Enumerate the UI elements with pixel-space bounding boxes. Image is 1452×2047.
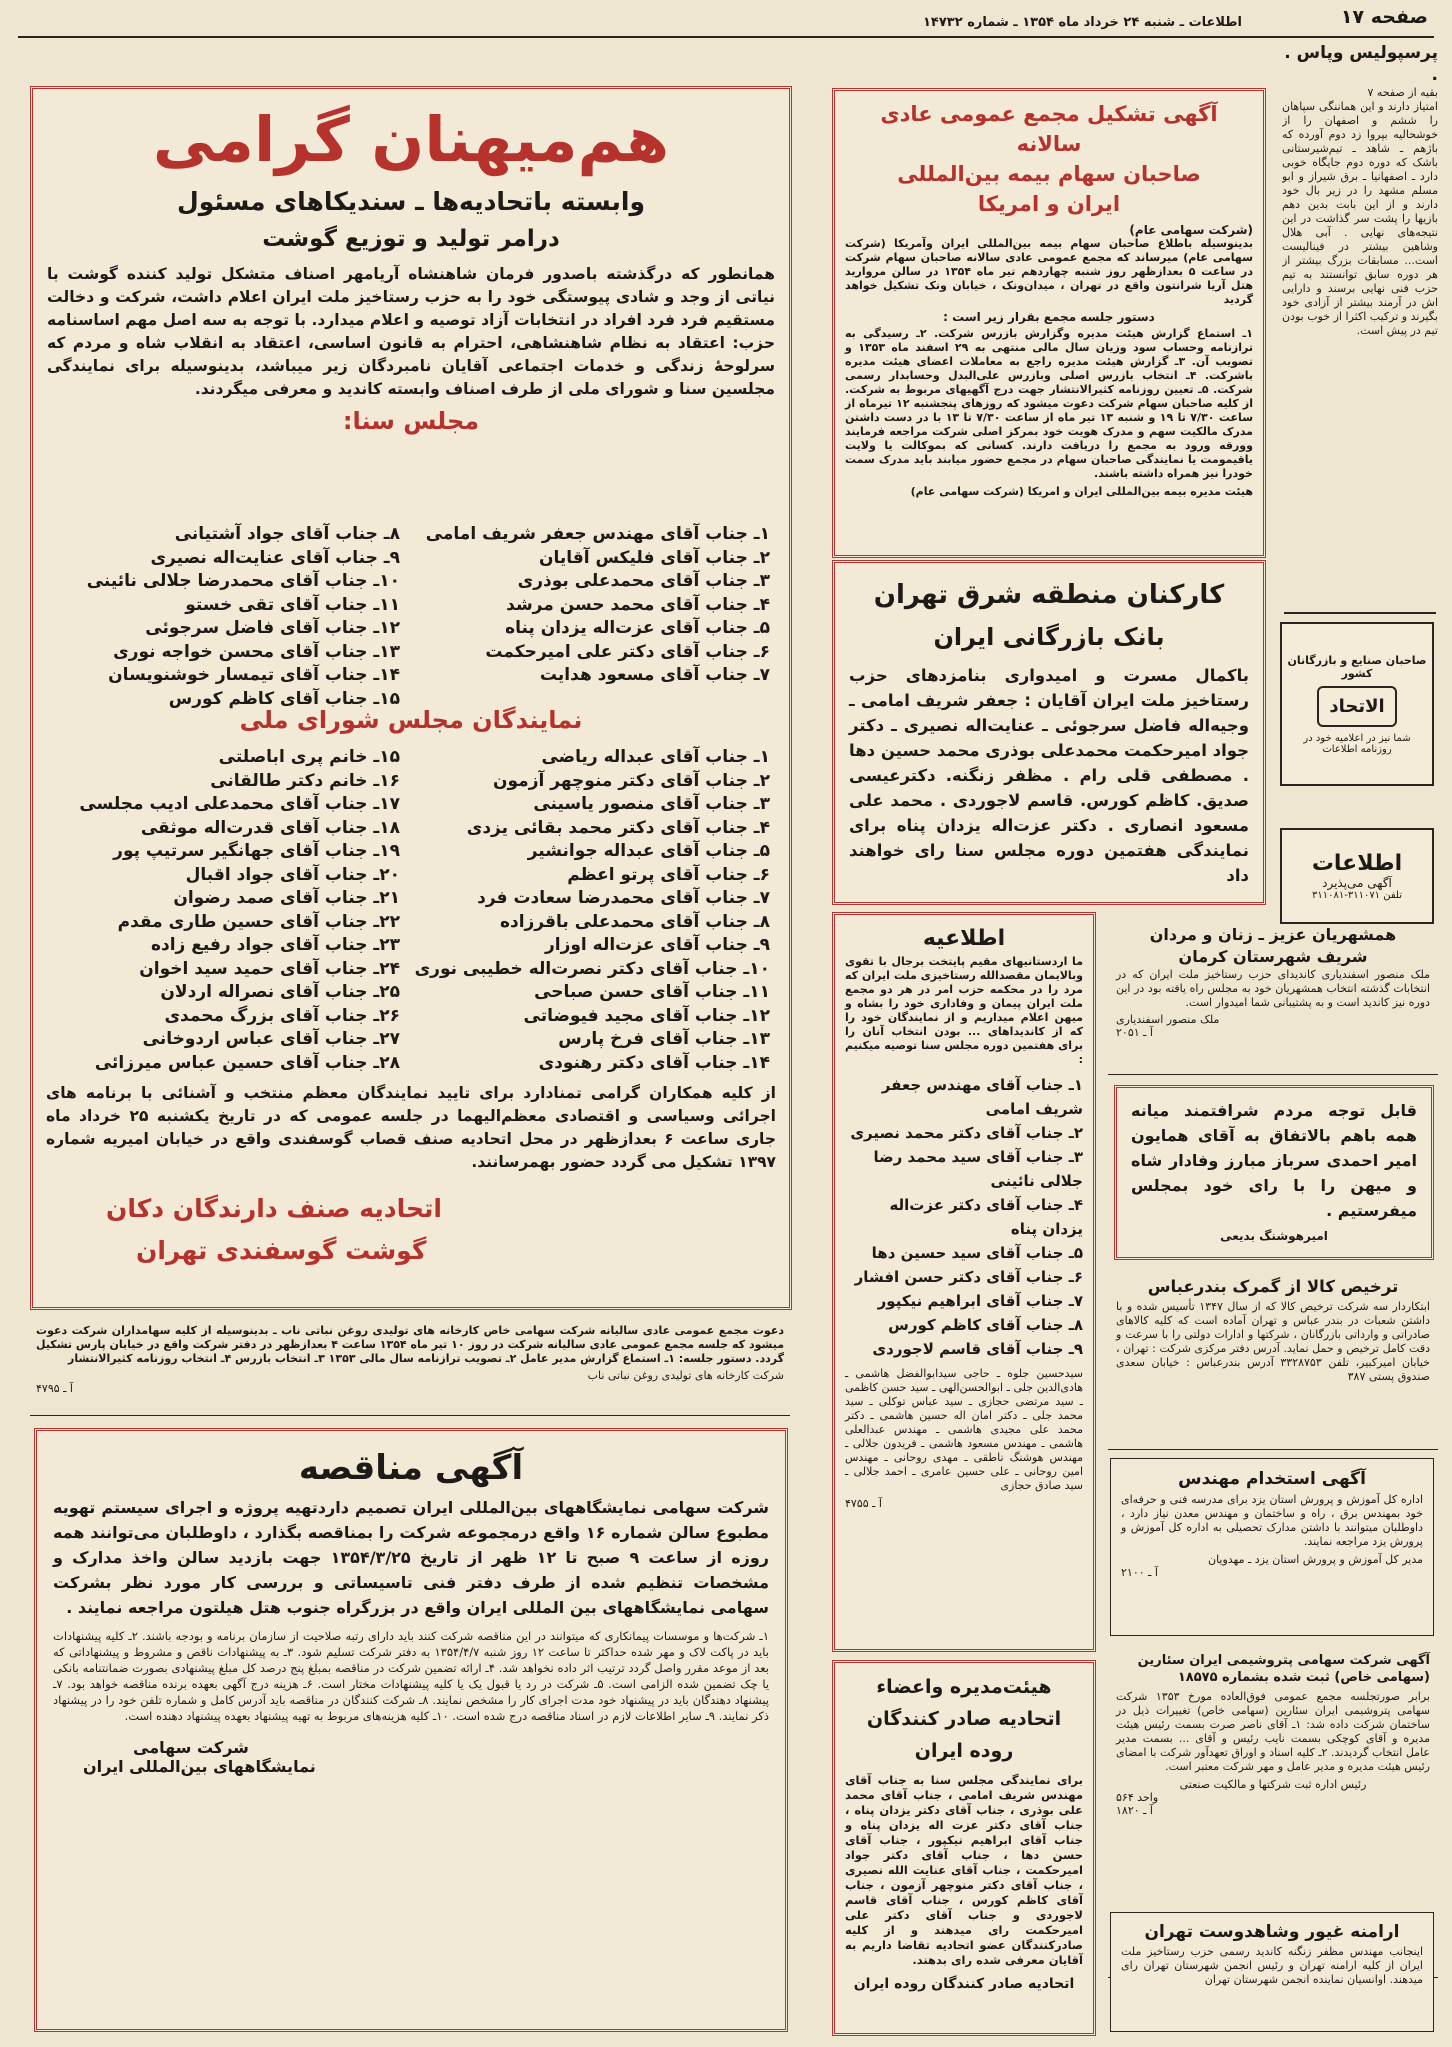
employees-title: کارکنان منطقه شرق تهران	[873, 580, 1225, 610]
etelaat-classified-logo	[1280, 828, 1434, 924]
tender-lead: شرکت سهامی نمایشگاههای بین‌المللی ایران تصمیم داردتهیه پروژه و اجرای سیستم تهویه مطبوع سالن شماره ۱۶ واقع درمجموعه شرکت را بمناقصه بگذارد ، داوطلبان می‌توانند همه روزه از ساعت ۹ صبح تا ۱۲ ظهر از تاریخ ۱۳۵۴/۳/۲۵ جهت بازدید سالن واخذ مدارک و مشخصات تنظیم شده از طرف دفتر فنی تاسیساتی و بررسی کار مورد نظر بشرکت سهامی نمایشگاههای بین المللی ایران واقع در بزرگراه جنوب هتل هیلتون مراجعه نمایند .	[53, 1498, 770, 1617]
tender-title: آگهی مناقصه	[298, 1448, 524, 1488]
majlis-entry: ۶ـ جناب آقای پرتو اعظم	[567, 864, 770, 885]
persepolis-title: پرسپولیس وپاس . .	[1284, 43, 1438, 85]
senate-entry: ۱ـ جناب آقای مهندس جعفر شریف امامی	[425, 524, 770, 544]
employees-subtitle: بانک بازرگانی ایران	[933, 623, 1165, 651]
majlis-entry: ۷ـ جناب آقای محمدرضا سعادت فرد	[477, 888, 770, 908]
insurance-title3: ایران و امریکا	[977, 192, 1121, 216]
board-ad	[832, 1660, 1096, 2036]
majlis-entry: ۲ـ جناب آقای دکتر منوچهر آزمون	[493, 770, 770, 791]
majlis-entry: ۲۸ـ جناب آقای حسین عباس میرزائی	[94, 1052, 400, 1073]
senate-entry: ۱۲ـ جناب آقای فاضل سرجوئی	[145, 618, 400, 638]
guests-closing	[46, 1082, 776, 1302]
armenians-ad	[1110, 1912, 1434, 2032]
majlis-entry: ۱۳ـ جناب آقای فرخ پارس	[558, 1029, 770, 1049]
senate-entry: ۱۱ـ جناب آقای تقی خستو	[185, 594, 400, 615]
majlis-entry: ۲۶ـ جناب آقای بزرگ محمدی	[164, 1005, 400, 1026]
senate-entry: ۹ـ جناب آقای عنایت‌اله نصیری	[150, 547, 400, 568]
majlis-heading-text: نمایندگان مجلس شورای ملی	[239, 706, 583, 734]
mianeh-ad	[1114, 1085, 1434, 1260]
oil-company-code: آ ـ ۴۷۹۵	[36, 1382, 73, 1395]
notice-name: ۸ـ جناب آقای کاظم کورس	[888, 1316, 1083, 1334]
logo2-name: اطلاعات	[1311, 851, 1403, 876]
persepolis-divider	[1284, 612, 1436, 614]
majlis-entry: ۱۲ـ جناب آقای مجید فیوضاتی	[523, 1005, 770, 1026]
board-title1: هیئت‌مدیره واعضاء	[876, 1676, 1052, 1698]
notice-body: ما اردستانیهای مقیم پایتخت برجال با تقوی وبالایمان مقصدالله رستاخیزی ملت ایران که مرد را در محکمه حزب امر در هر دو مجمع ملت ایران پیمان و وفاداری خود را بشاه و میهن اعلام میداریم و از نمایندگان خود را که از کاندیداهای ... بودن انتخاب آنان را برای هفتمین دوره مجلس سنا توصیه میکنیم :	[845, 955, 1083, 1066]
kerman-title2: شریف شهرستان کرمان	[1178, 947, 1368, 966]
notice-name: ۲ـ جناب آقای دکتر محمد نصیری	[850, 1124, 1083, 1142]
notice-name: ۳ـ جناب آقای سید محمد رضا جلالی نائینی	[873, 1148, 1083, 1190]
majlis-heading	[30, 700, 792, 740]
persepolis-body: امتیاز دارند و این هماننگی سپاهان را ششم و اصفهان را از خوشحالیه بپروا زد دوم آورده که باژهم ـ شاهد ـ تیم‌شیرستانی باشک که دوره دوم جایگاه خوبی دارد ـ اصفهانیا ـ برق شیراز و ابو مسلم مشهد را در زیر بال خود دارند و از این بابت بدین دهم بازیها را پشت سر گذاشت در این نتیجه‌های نهایی . آبی هلال وشاهین بیشتر در فینالیست است... مسابقات بزرگ بیشتر از هر دوره سابق توانستند به تیم حزب فنی نهایی برسند و دارایی اش در آرمند بیشتر از آزادی خود بگیرند و ترکیب اکثرا از خوب بودن تیم در پیش است.	[1282, 100, 1438, 337]
majlis-entry: ۹ـ جناب آقای عزت‌اله اوزار	[544, 935, 770, 955]
majlis-entry: ۱۹ـ جناب آقای جهانگیر سرتیپ پور	[113, 841, 400, 861]
majlis-entry: ۱ـ جناب آقای عبداله ریاضی	[541, 747, 770, 767]
notice-signers: سیدحسین جلوه ـ حاجی سیدابوالفضل هاشمی ـ هادی‌الدین جلی ـ ابوالحسن‌الهی ـ سید حسن کاظمی ـ سید مرتضی حجازی ـ سید عباس توکلی ـ سید محمد جلی ـ دکتر امان اله حسین هاشمی ـ دکتر محمد علی مجیدی هاشمی ـ مهندس عبدالعلی هاشمی ـ مهندس مسعود هاشمی ـ فریدون جلالی ـ مهندس هوشنگ ناطقی ـ مهدی روحانی ـ مهندس امین روحانی ـ علی حسین عامری ـ احمد جلالی ـ سید صادق حجازی	[845, 1367, 1083, 1492]
majlis-list-right	[370, 746, 770, 1075]
notice-name: ۶ـ جناب آقای دکتر حسن افشار	[854, 1268, 1083, 1286]
majlis-entry: ۱۵ـ خانم پری اباصلتی	[218, 747, 400, 767]
petro-sign: رئیس اداره ثبت شرکتها و مالکیت صنعتی	[1179, 1778, 1367, 1791]
majlis-list-left	[60, 746, 400, 1075]
kerman-title1: همشهریان عزیز ـ زنان و مردان	[1149, 925, 1397, 944]
engineer-body: اداره کل آموزش و پرورش استان یزد برای مدرسه فنی و حرفه‌ای خود بمهندس برق ، راه و ساختمان و مهندس معدن نیاز دارد ، داوطلبان میتوانند با داشتن مدارک تحصیلی به اداره کل آموزش و پرورش یزد مراجعه نمایند.	[1121, 1493, 1423, 1548]
senate-heading: مجلس سنا:	[342, 407, 480, 435]
majlis-entry: ۲۵ـ جناب آقای نصراله اردلان	[160, 982, 400, 1002]
dateline	[642, 11, 1242, 33]
majlis-entry: ۳ـ جناب آقای منصور یاسینی	[533, 794, 770, 814]
notice-code: آ ـ ۴۷۵۵	[845, 1497, 882, 1510]
notice-name: ۱ـ جناب آقای مهندس جعفر شریف امامی	[881, 1076, 1083, 1118]
insurance-sign: هیئت مدیره بیمه بین‌المللی ایران و امریکا (شرکت سهامی عام)	[910, 485, 1253, 498]
insurance-agenda: ۱ـ استماع گزارش هیئت مدیره وگزارش بازرس شرکت. ۲ـ رسیدگی به ترازنامه وحساب سود وزیان سال مالی منتهی به ۲۹ اسفند ماه ۱۳۵۳ و تصویب آن. ۳ـ گزارش هیئت مدیره راجع به معاملات اعضای هیئت مدیره باشرکت. ۴ـ انتخاب بازرس اصلی وبازرس علی‌البدل وحسابدار رسمی شرکت. ۵ـ تعیین روزنامه کثیرالانتشار جهت درج آگهیهای مربوط به شرکت. از کلیه صاحبان سهام شرکت دعوت میشود که روزهای پنجشنبه ۱۲ تیرماه از ساعت ۷/۳۰ تا ۱۹ و شنبه ۱۳ تیر ماه از ساعت ۷/۳۰ تا ۱۳ با در دست داشتن مدرک مالکیت سهم و مدرک هویت خود بمرکز اصلی شرکت مراجعه فرمایند وورقه ورود به مجمع را دریافت دارند. کسانی که بموکالت یا ولایت یاقیمومت یا نمایندگی صاحبان سهام در مجمع حضور میابند باید مدرک سمت خودرا نیز همراه داشته باشند.	[845, 327, 1254, 480]
insurance-agenda-title: دستور جلسه مجمع بقرار زیر است :	[943, 310, 1155, 324]
majlis-entry: ۱۴ـ جناب آقای دکتر رهنودی	[538, 1052, 770, 1073]
armenians-title: ارامنه غیور وشاهدوست تهران	[1144, 1922, 1400, 1942]
insurance-title1: آگهی تشکیل مجمع عمومی عادی سالانه	[880, 102, 1218, 156]
majlis-entry: ۱۰ـ جناب آقای دکتر نصرت‌اله خطیبی نوری	[414, 958, 770, 979]
etelaat-ad-logo	[1280, 622, 1434, 786]
majlis-entry: ۲۰ـ جناب آقای جواد اقبال	[185, 864, 400, 885]
oil-company-text: دعوت مجمع عمومی عادی سالیانه شرکت سهامی خاص کارخانه های تولیدی روغن نباتی ناب ـ بدینوسیله از کلیه سهامداران شرکت دعوت میشود که جلسه مجمع عمومی عادی سالیانه شرکت در روز ۱۰ تیر ماه ۱۳۵۴ ساعت ۴ بعدازظهر در دفتر شرکت واقع در خیابان پارس تشکیل گردد. دستور جلسه: ۱ـ استماع گزارش مدیر عامل ۲ـ تصویب ترازنامه سال مالی ۱۳۵۳ ۳ـ انتخاب بازرس ۴ـ انتخاب روزنامه کثیرالانتشار	[36, 1324, 785, 1365]
petro-code2: آ ـ ۱۸۲۰	[1116, 1804, 1153, 1817]
logo2-phone: تلفن ۳۱۱۰۷۱-۳۱۱۰۸۱	[1311, 890, 1403, 901]
senate-entry: ۱۳ـ جناب آقای محسن خواجه نوری	[113, 641, 400, 662]
senate-list-left	[60, 523, 400, 711]
majlis-entry: ۱۷ـ جناب آقای محمدعلی ادیب مجلسی	[79, 794, 400, 814]
page-label: صفحه ۱۷	[1340, 6, 1428, 28]
persepolis-cont: بقیه از صفحه ۷	[1367, 86, 1438, 99]
customs-ad	[1108, 1270, 1438, 1450]
insurance-company: (شرکت سهامی عام)	[1129, 223, 1253, 237]
majlis-entry: ۲۲ـ جناب آقای حسین طاری مقدم	[117, 911, 400, 932]
tender-sign2: نمایشگاههای بین‌المللی ایران	[83, 1757, 316, 1776]
notice-name: ۷ـ جناب آقای ابراهیم نیکپور	[877, 1292, 1083, 1310]
senate-entry: ۶ـ جناب آقای دکتر علی امیرحکمت	[485, 641, 770, 662]
logo2-line: آگهی می‌پذیرد	[1322, 876, 1392, 890]
dateline-text: اطلاعات ـ شنبه ۲۴ خرداد ماه ۱۳۵۴ ـ شماره ۱۴۷۳۲	[922, 15, 1242, 30]
mianeh-sign: امیرهوشنگ بدیعی	[1220, 1229, 1328, 1243]
oil-company-notice	[30, 1320, 790, 1416]
tender-terms: ۱ـ شرکت‌ها و موسسات پیمانکاری که میتوانند در این مناقصه شرکت کنند باید دارای رتبه صلاحیت از سازمان برنامه و بودجه باشند. ۲ـ کلیه پیشنهادات باید در پاکت لاک و مهر شده حداکثر تا ساعت ۱۲ روز شنبه ۱۳۵۴/۴/۷ به دفتر شرکت تسلیم شود. ۳ـ به پیشنهادات ناقص و مشروط و پیشنهاداتی که بعد از موعد مقرر واصل گردد ترتیب اثر داده نخواهد شد. ۴ـ ارائه تضمین شرکت در مناقصه بمبلغ پنج درصد کل مبلغ پیشنهادی بصورت ضمانتنامه بانکی یا چک تضمین شده الزامی است. ۵ـ شرکت در رد یا قبول یک یا کلیه پیشنهادات مختار است. ۶ـ هزینه درج آگهی بعهده برنده مناقصه خواهد بود. ۷ـ پیشنهاد دهندگان باید در پیشنهاد خود مدت اجرای کار را مشخص نمایند. ۸ـ شرکت کنندگان در مناقصه باید آدرس کامل و شماره تلفن خود را در پیشنهاد ذکر نمایند. ۹ـ سایر اطلاعات لازم در اسناد مناقصه درج شده است. ۱۰ـ کلیه هزینه‌های مربوط به تهیه پیشنهاد بعهده پیشنهاد دهنده است.	[53, 1629, 770, 1723]
tender-ad	[34, 1428, 788, 2032]
persepolis-article	[1282, 42, 1438, 612]
page-number	[1278, 6, 1428, 34]
insurance-body: بدینوسیله باطلاع صاحبان سهام بیمه بین‌المللی ایران وآمریکا (شرکت سهامی عام) میرساند که مجمع عمومی عادی سالانه صاحبان سهام شرکت در ساعت ۵ بعدازظهر روز شنبه چهاردهم تیر ماه ۱۳۵۴ در سالن مروارید هتل آریا شرانتون واقع در تهران ، میدان‌ونک ، خیابان ونک تشکیل خواهد گردید	[845, 237, 1253, 306]
header-rule	[18, 36, 1434, 38]
majlis-entry: ۸ـ جناب آقای محمدعلی باقرزاده	[499, 911, 770, 932]
notice-title: اطلاعیه	[922, 926, 1006, 951]
employees-ad	[832, 560, 1266, 905]
logo1-line2: شما نیز در اعلامیه خود در روزنامه اطلاعات	[1303, 732, 1411, 755]
senate-entry: ۳ـ جناب آقای محمدعلی بوذری	[517, 571, 770, 591]
insurance-ad	[832, 88, 1266, 558]
majlis-entry: ۴ـ جناب آقای دکتر محمد بقائی یزدی	[466, 817, 770, 838]
notice-names	[845, 1073, 1083, 1361]
armenians-body: اینجانب مهندس مظفر زنگنه کاندید رسمی حزب رستاخیز ملت ایران از کلیه ارامنه تهران و رئیس انجمن شهرستان تهران رای میدهند. اوانسیان نماینده انجمن شهرستان تهران	[1121, 1945, 1423, 1986]
petro-body: برابر صورتجلسه مجمع عمومی فوق‌العاده مورخ ۱۳۵۳ شرکت سهامی پتروشیمی ایران سئارین (سهامی خاص) تغییرات ذیل در ساختمان شرکت داده شد: ۱ـ آقای ناصر صرت بسمت رئیس هیئت مدیره و آقای کوچکی بسمت نایب رئیس و آقای ... بسمت مدیر عامل انتخاب گردیدند. ۲ـ کلیه اسناد و اوراق تعهدآور شرکت با امضای رئیس هیئت مدیره و مدیر عامل و مهر شرکت معتبر است.	[1116, 1690, 1430, 1773]
senate-entry: ۵ـ جناب آقای عزت‌اله یزدان پناه	[505, 618, 770, 638]
mianeh-body: قابل توجه مردم شرافتمند میانه همه باهم بالاتفاق به آقای همایون امیر احمدی سرباز مبارز وفادار شاه و میهن را با رای خود بمجلس میفرستیم .	[1131, 1101, 1417, 1220]
guests-title: هم‌میهنان گرامی	[152, 103, 670, 176]
logo1-line1: صاحبان صنایع و بازرگانان کشور	[1287, 653, 1427, 680]
guests-intro: همانطور که درگذشته باصدور فرمان شاهنشاه آریامهر اصناف متشکل تولید کننده گوشت با نیاتی از وجد و شادی پیوستگی خود را به حزب رستاخیز ملت ایران اعلام داشت، شرکت و دخالت مستقیم فرد فرد افراد در انتخابات آزاد توصیه و اعلام میدارد. با توجه به سه اصل مهم اساسنامه حزب: اعتقاد به نظام شاهنشاهی، احترام به قانون اساسی، اعتقاد به انقلاب شاه و مردم که سرلوحهٔ زندگی و خدمات اجتماعی آقایان نامبردگان زیر میباشد، بدینوسیله برای نمایندگی مجلسین سنا و شورای ملی از طرف اصناف وابسته کاندید و معرفی میگردند.	[47, 265, 775, 398]
majlis-entry: ۲۷ـ جناب آقای عباس اردوخانی	[142, 1029, 400, 1049]
senate-entry: ۱۵ـ جناب آقای کاظم کورس	[168, 688, 400, 709]
petro-title: آگهی شرکت سهامی پتروشیمی ایران سئارین (سهامی خاص) ثبت شده بشماره ۱۸۵۷۵	[1137, 1653, 1430, 1685]
senate-list-right	[390, 523, 770, 688]
notice-ad	[832, 912, 1096, 1652]
engineer-title: آگهی استخدام مهندس	[1178, 1469, 1366, 1489]
petro-code1: واحد ۵۶۴	[1116, 1791, 1159, 1804]
insurance-title2: صاحبان سهام بیمه بین‌المللی	[897, 162, 1201, 186]
senate-entry: ۱۰ـ جناب آقای محمدرضا جلالی نائینی	[86, 571, 400, 591]
majlis-entry: ۱۱ـ جناب آقای حسن صباحی	[534, 982, 770, 1002]
senate-entry: ۱۴ـ جناب آقای تیمسار خوشنویسان	[108, 665, 400, 685]
notice-name: ۴ـ جناب آقای دکتر عزت‌اله یزدان پناه	[889, 1196, 1083, 1238]
board-title3: روده ایران	[914, 1740, 1014, 1762]
majlis-entry: ۲۱ـ جناب آقای صمد رضوان	[173, 888, 400, 908]
majlis-entry: ۲۴ـ جناب آقای حمید سید اخوان	[139, 958, 400, 979]
employees-body: باکمال مسرت و امیدواری بنامزدهای حزب رستاخیز ملت ایران آقایان : جعفر شریف امامی ـ وجیه‌اله فاضل سرجوئی ـ عنایت‌اله نصیری ـ دکتر جواد امیرحکمت محمدعلی بوذری محمد حسین دها . مصطفی قلی رام . مظفر زنگنه. دکترعیسی صدیق. کاظم کورس. قاسم لاجوردی . محمد علی مسعود انصاری . دکتر عزت‌اله یزدان پناه برای نمایندگی هفتمین دوره مجلس سنا رای خواهند داد	[849, 666, 1249, 885]
engineer-ad	[1110, 1458, 1434, 1636]
kerman-sign: ملک منصور اسفندیاری	[1116, 1013, 1220, 1026]
logo1-badge-text: الاتحاد	[1329, 695, 1385, 717]
senate-entry: ۷ـ جناب آقای مسعود هدایت	[539, 665, 770, 685]
majlis-entry: ۲۳ـ جناب آقای جواد رفیع زاده	[150, 935, 400, 955]
notice-name: ۵ـ جناب آقای سید حسین دها	[871, 1244, 1083, 1262]
engineer-code: آ ـ ۲۱۰۰	[1121, 1566, 1158, 1579]
board-title2: اتحادیه صادر کنندگان	[866, 1708, 1062, 1730]
senate-entry: ۲ـ جناب آقای فلیکس آقایان	[538, 547, 770, 568]
majlis-entry: ۵ـ جناب آقای عبداله جوانشیر	[527, 841, 770, 861]
senate-entry: ۴ـ جناب آقای محمد حسن مرشد	[506, 594, 770, 615]
customs-body: ابتکاردار سه شرکت ترخیص کالا که از سال ۱۳۴۷ تأسیس شده و با داشتن شعبات در بندر عباس و تهران آماده است که کلیه کالاهای صادراتی و وارداتی بازرگانان ، شرکتها و ادارات دولتی را با سرعت و دقت کامل ترخیص و حمل نماید. آدرس دفتر مرکزی شرکت : تهران ، خیابان امیرکبیر، تلفن ۳۳۲۸۷۵۳ آدرس بندرعباس : خیابان سعدی صندوق پستی ۳۸۷	[1116, 1300, 1430, 1383]
kerman-code: آ ـ ۲۰۵۱	[1116, 1026, 1153, 1039]
guests-signature2: گوشت گوسفندی تهران	[136, 1236, 427, 1265]
senate-entry: ۸ـ جناب آقای جواد آشتیانی	[174, 524, 400, 544]
kerman-body: ملک منصور اسفندیاری کاندیدای حزب رستاخیز ملت ایران که در انتخابات گذشته انتخاب همشهریان خود به مجلس راه یافته بود در این دوره نیز کاندید است و به پشتیبانی شما امیدوار است.	[1116, 968, 1430, 1009]
guests-closing-text: از کلیه همکاران گرامی تمنادارد برای تایید نمایندگان معظم منتخب و آشنائی با برنامه های اجرائی وسیاسی و اقتصادی معظم‌الیهما در جلسه عمومی که در تاریخ یکشنبه ۲۵ خرداد ماه جاری ساعت ۶ بعدازظهر در محل اتحادیه صنف قصاب گوسفندی واقع در خیابان امیریه شماره ۱۳۹۷ تشکیل می گردد حضور بهمرسانند.	[46, 1084, 776, 1171]
oil-company-sign: شرکت کارخانه های تولیدی روغن نباتی ناب	[587, 1369, 784, 1382]
guests-subtitle2: درامر تولید و توزیع گوشت	[262, 226, 560, 252]
engineer-sign: مدیر کل آموزش و پرورش استان یزد ـ مهدویان	[1207, 1553, 1423, 1566]
majlis-entry: ۱۶ـ خانم دکتر طالقانی	[210, 770, 400, 791]
tender-sign1: شرکت سهامی	[133, 1738, 249, 1757]
notice-name: ۹ـ جناب آقای قاسم لاجوردی	[872, 1340, 1083, 1358]
logo1-badge	[1317, 686, 1396, 727]
guests-signature1: اتحادیه صنف دارندگان دکان	[106, 1194, 442, 1223]
kerman-ad	[1108, 920, 1438, 1075]
customs-title: ترخیص کالا از گمرک بندرعباس	[1147, 1277, 1399, 1296]
board-body: برای نمایندگی مجلس سنا به جناب آقای مهندس شریف امامی ، جناب آقای محمد علی بوذری ، جناب آقای دکتر یزدان پناه ، جناب آقای دکتر عزت اله یزدان پناه و جناب آقای ابراهیم نیکپور ، جناب آقای حسن دها ، جناب آقای دکتر جواد امیرحکمت ، جناب آقای عنایت الله نصیری ، جناب آقای دکتر منوچهر آزمون ، جناب آقای کاظم کورس ، جناب آقای قاسم لاجوردی و جناب آقای دکتر علی امیرحکمت رای میدهند و از کلیه صادرکنندگان عضو اتحادیه تقاضا داریم به آقایان معرفی شده رای بدهند.	[845, 1773, 1083, 1967]
majlis-entry: ۱۸ـ جناب آقای قدرت‌اله موثقی	[140, 817, 400, 838]
guests-subtitle1: وابسته باتحادیه‌ها ـ سندیکاهای مسئول	[177, 187, 645, 216]
board-sign: اتحادیه صادر کنندگان روده ایران	[853, 1976, 1075, 1992]
